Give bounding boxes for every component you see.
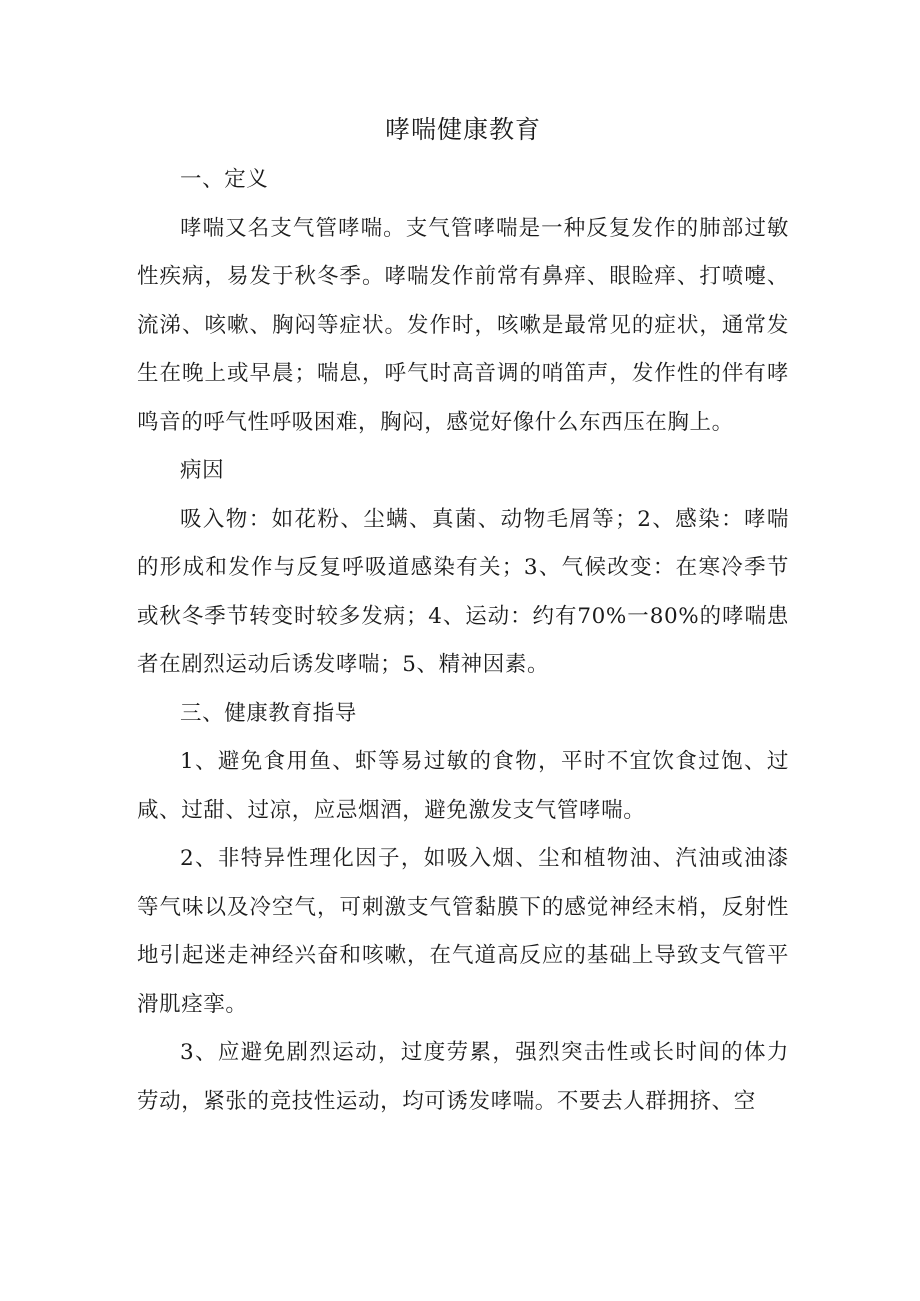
guide-heading: 三、健康教育指导 (180, 700, 357, 726)
document-page (137, 104, 789, 1126)
definition-paragraph: 哮喘又名支气管哮喘。支气管哮喘是一种反复发作的肺部过敏性疾病，易发于秋冬季。哮喘发作前常有鼻痒、眼睑痒、打喷嚏、流涕、咳嗽、胸闷等症状。发作时，咳嗽是最常见的症状，通常发生在晚上或早晨；喘息，呼气时高音调的哨笛声，发作性的伴有哮鸣音的呼气性呼吸困难，胸闷，感觉好像什么东西压在胸上。 (137, 215, 789, 435)
guide-item-1: 1、避免食用鱼、虾等易过敏的食物，平时不宜饮食过饱、过咸、过甜、过凉，应忌烟酒，避免激发支气管哮喘。 (137, 749, 789, 823)
document-title: 哮喘健康教育 (384, 115, 541, 144)
guide-item-3: 3、应避免剧烈运动，过度劳累，强烈突击性或长时间的体力劳动，紧张的竞技性运动，均可诱发哮喘。不要去人群拥挤、空 (137, 1040, 789, 1114)
cause-paragraph: 吸入物：如花粉、尘螨、真菌、动物毛屑等；2、感染：哮喘的形成和发作与反复呼吸道感染有关；3、气候改变：在寒冷季节或秋冬季节转变时较多发病；4、运动：约有70%一80%的哮喘患者在剧烈运动后诱发哮喘；5、精神因素。 (137, 506, 789, 677)
definition-heading: 一、定义 (180, 167, 269, 192)
cause-heading: 病因 (180, 458, 225, 483)
guide-item-2: 2、非特异性理化因子，如吸入烟、尘和植物油、汽油或油漆等气味以及冷空气，可刺激支气管黏膜下的感觉神经末梢，反射性地引起迷走神经兴奋和咳嗽，在气道高反应的基础上导致支气管平滑肌痉挛。 (137, 846, 789, 1017)
